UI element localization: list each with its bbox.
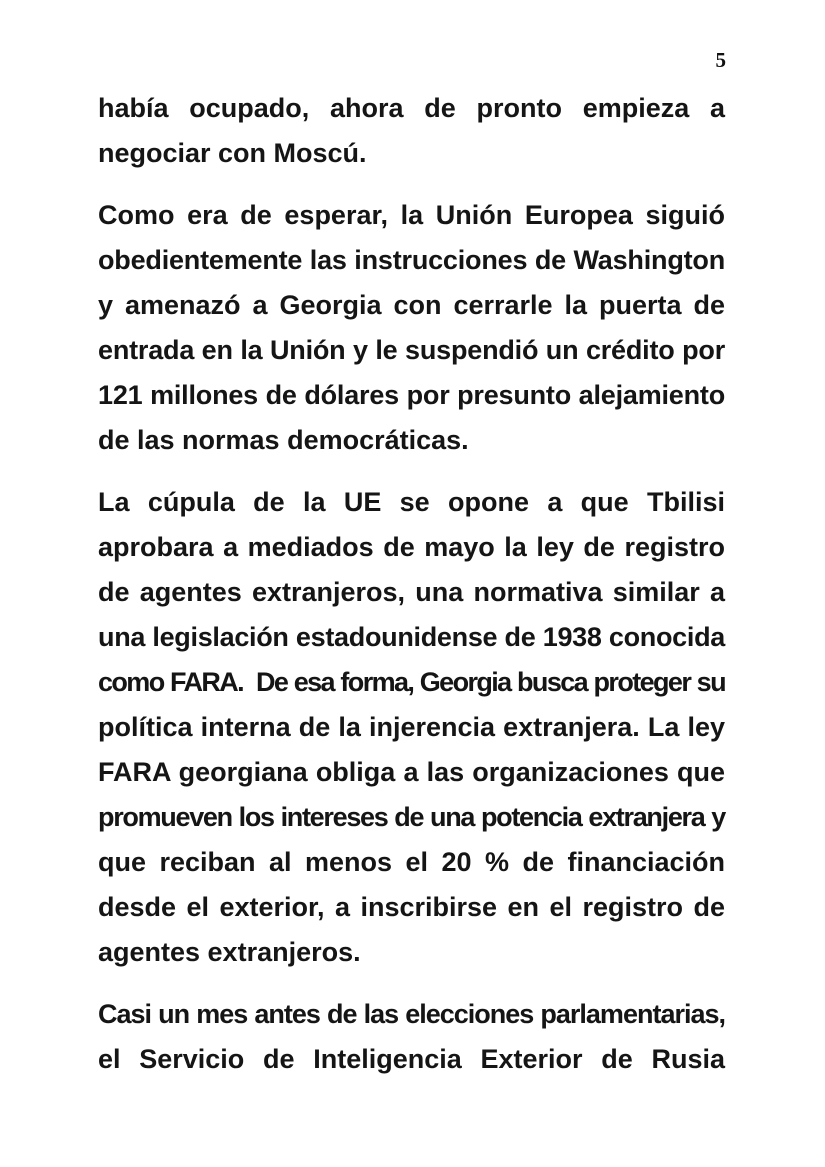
text-line: promueven los intereses de una potencia extranjera y	[98, 802, 725, 832]
text-line: 121 millones de dólares por presunto alejamiento	[98, 380, 725, 410]
text-line: de las normas democráticas.	[98, 425, 469, 455]
text-line: y amenazó a Georgia con cerrarle la puerta de	[98, 290, 725, 320]
text-line: Casi un mes antes de las elecciones parlamentarias,	[98, 999, 725, 1029]
text-line: el Servicio de Inteligencia Exterior de Rusia	[98, 1044, 725, 1074]
page-body	[98, 86, 725, 1099]
text-line: que reciban al menos el 20 % de financiación	[98, 847, 725, 877]
text-line: había ocupado, ahora de pronto empieza a	[98, 93, 725, 123]
text-line: una legislación estadounidense de 1938 conocida	[98, 622, 725, 652]
text-line: como FARA. De esa forma, Georgia busca proteger su	[98, 667, 725, 697]
paragraph	[98, 86, 725, 176]
text-line: FARA georgiana obliga a las organizaciones que	[98, 757, 725, 787]
paragraph	[98, 193, 725, 463]
text-line: aprobara a mediados de mayo la ley de registro	[98, 532, 725, 562]
text-line: La cúpula de la UE se opone a que Tbilisi	[98, 487, 725, 517]
text-line: desde el exterior, a inscribirse en el registro de	[98, 892, 725, 922]
text-line: Como era de esperar, la Unión Europea siguió	[98, 200, 725, 230]
paragraph	[98, 480, 725, 975]
paragraph	[98, 992, 725, 1082]
text-line: negociar con Moscú.	[98, 138, 367, 168]
page-number: 5	[715, 48, 726, 72]
text-line: entrada en la Unión y le suspendió un crédito por	[98, 335, 725, 365]
text-line: de agentes extranjeros, una normativa similar a	[98, 577, 725, 607]
text-line: agentes extranjeros.	[98, 937, 361, 967]
text-line: política interna de la injerencia extranjera. La ley	[98, 712, 725, 742]
text-line: obedientemente las instrucciones de Washington	[98, 245, 725, 275]
